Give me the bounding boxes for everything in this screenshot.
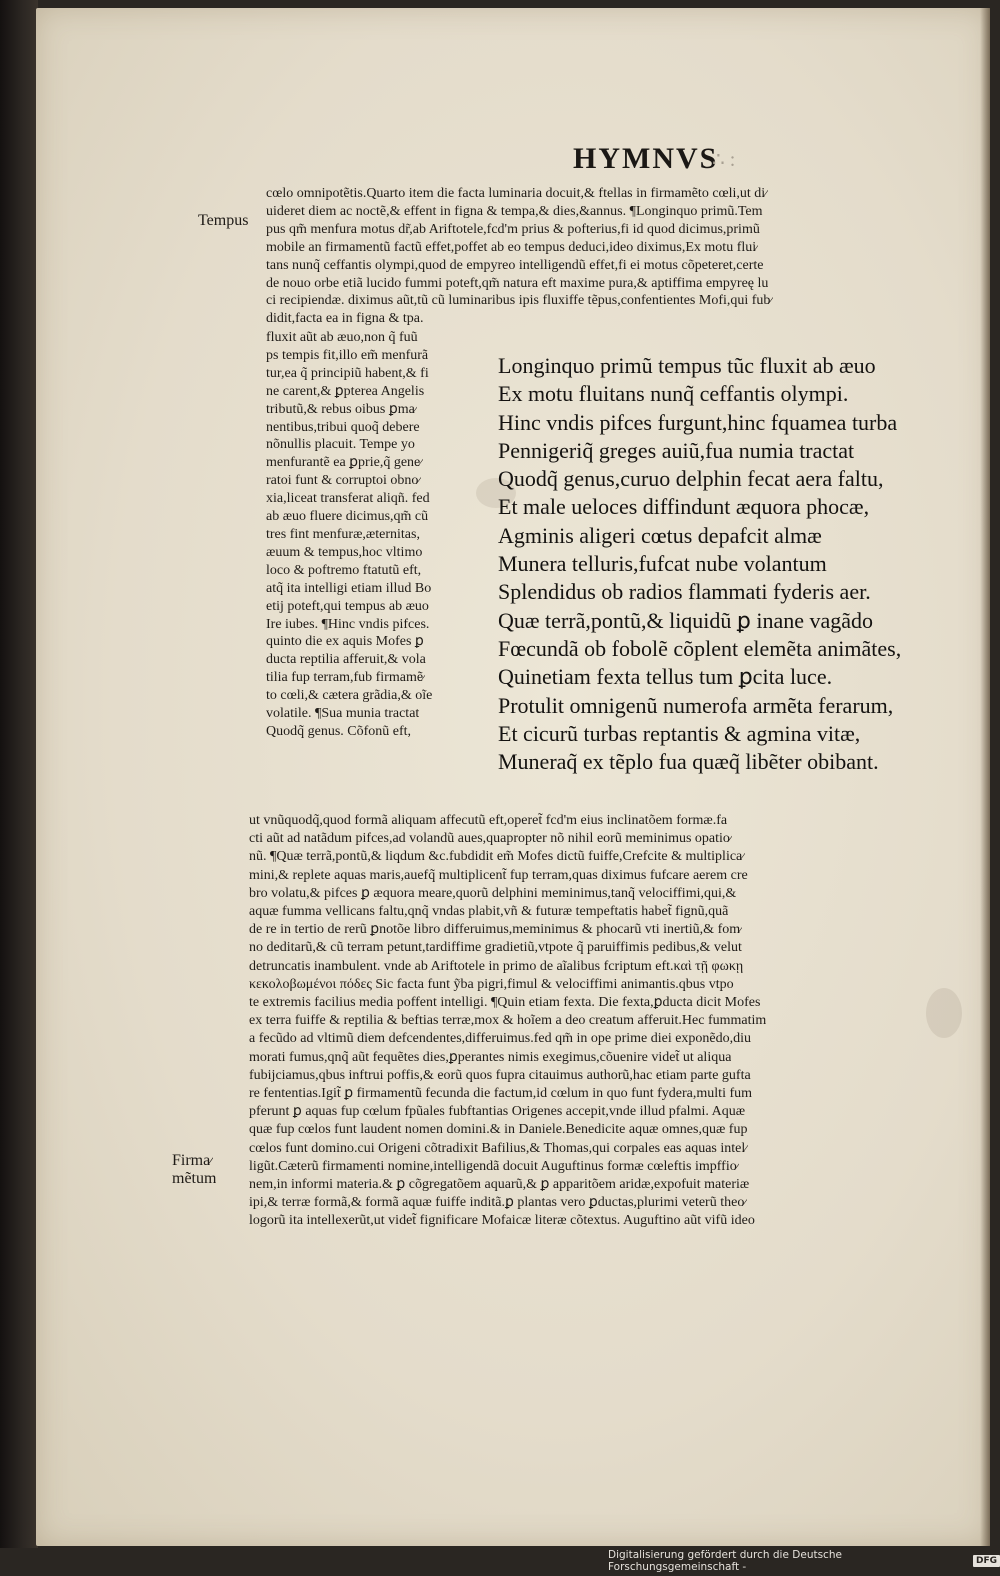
commentary-line: nõnullis placuit. Tempe yo [266, 437, 415, 453]
commentary-line: ne carent,& ꝑpterea Angelis [266, 383, 424, 399]
margin-note-line: Firma⁄ [172, 1152, 213, 1169]
commentary-line: pferunt ꝑ aquas fup cœlum fpũales fubftantias Origenes accepit,vnde illud pfalmi. Aquæ [249, 1104, 745, 1120]
running-head: HYMNVS [573, 142, 719, 175]
digitization-credit [608, 1549, 1000, 1573]
commentary-line: nũ. ¶Quæ terrã,pontũ,& liqdum &c.fubdidit em̃ Mofes dictũ fuiffe,Crefcite & multiplica⁄ [249, 849, 745, 865]
commentary-line: ex terra fuiffe & reptilia & beftias terræ,mox & hoĩem a deo creatum afferuit.Hec fummatim [249, 1013, 766, 1029]
commentary-line: tur,ea q̃ principiũ habent,& fi [266, 365, 429, 381]
verse-line: Munera telluris,fufcat nube volantum [498, 551, 827, 577]
commentary-line: ut vnũquodq̃,quod formã aliquam affecutũ eft,operet̃ fcd'm eius inclinatõem formæ.fa [249, 813, 727, 828]
verse-line: Quæ terrã,pontũ,& liquidũ ꝑ inane vagãdo [498, 607, 873, 633]
commentary-bottom [249, 812, 961, 1231]
commentary-left-text [266, 329, 492, 741]
commentary-line: pus qm̃ menfura motus dr̃,ab Ariftotele,fcd'm prius & pofterius,fi id quod dicimus,primũ [266, 221, 760, 237]
commentary-line: volatile. ¶Sua munia tractat [266, 706, 419, 722]
verse-line: Pennigeriq̃ greges auiũ,fua numia tractat [498, 437, 854, 463]
commentary-line: tres fint menfuræ,æternitas, [266, 526, 420, 542]
commentary-line: ipi,& terræ formã,& formã aquæ fuiffe inditã.ꝑ plantas vero ꝑductas,plurimi veterũ theo⁄ [249, 1195, 747, 1211]
margin-note-tempus: Tempus [198, 212, 249, 229]
commentary-line: cœlos funt domino.cui Origeni cõtradixit Bafilius,& Thomas,qui corpales eas aquas intel⁄ [249, 1140, 748, 1156]
commentary-line: tributũ,& rebus oibus ꝑma⁄ [266, 401, 417, 417]
running-head-mark: ∴ : [712, 149, 736, 171]
verse-line: Protulit omnigenũ numerofa armẽta ferarum, [498, 692, 893, 718]
commentary-line: a fecũdo ad vltimũ diem defcendentes,differuimus.fed qm̃ in ope prime diei exponẽdo,diu [249, 1031, 751, 1047]
commentary-line: fluxit aũt ab æuo,non q̃ fuũ [266, 330, 418, 345]
commentary-line: atq̃ ita intelligi etiam illud Bo [266, 580, 431, 596]
page-edge-shadow [980, 8, 990, 1546]
hymn-verse-text [498, 352, 958, 776]
verse-line: Agminis aligeri cœtus depafcit almæ [498, 522, 822, 548]
commentary-line: no deditarũ,& cũ terram petunt,tardiffime gradietiũ,vtpote q̃ paruiffimis pedibus,& velut [249, 940, 742, 956]
commentary-line: aquæ fumma vellicans faltu,qnq̃ vndas plabit,vñ & futuræ tempeftatis habet̃ fignũ,quã [249, 904, 728, 920]
commentary-left [266, 329, 492, 741]
verse-line: Et cicurũ turbas reptantis & agmina vitæ, [498, 720, 860, 746]
verse-line: Splendidus ob radios flammati fyderis aer. [498, 579, 871, 605]
commentary-line: tilia fup terram,fub firmamẽ⁄ [266, 670, 425, 686]
commentary-line: ligũt.Cæterũ firmamenti nomine,intelligendã docuit Auguftinus formæ cœleftis impffio⁄ [249, 1158, 739, 1174]
commentary-line: nem,in informi materia.& ꝑ cõgregatõem aquarũ,& ꝑ apparitõem aridæ,expofuit materiæ [249, 1177, 749, 1193]
dfg-logo-icon: DFG [973, 1555, 1000, 1567]
commentary-line: detruncatis inambulent. vnde ab Ariftotele in primo de aĩalibus fcriptum eft.καὶ τῇ φωκῃ [249, 958, 743, 974]
commentary-line: de nouo orbe etiã lucido fummi poteft,qm̃ natura eft maxime pura,& aptiffima empyreę lu [266, 275, 768, 291]
verse-line: Muneraq̃ ex tẽplo fua quæq̃ libẽter obibant. [498, 749, 879, 775]
commentary-line: nentibus,tribui quoq̃ debere [266, 419, 420, 435]
commentary-top-text [266, 185, 958, 328]
verse-line: Hinc vndis pifces furgunt,hinc fquamea turba [498, 409, 897, 435]
verse-line: Longinquo primũ tempus tũc fluxit ab æuo [498, 353, 876, 378]
digitization-credit-text: Digitalisierung gefördert durch die Deutsche Forschungsgemeinschaft - [608, 1549, 842, 1573]
commentary-line: mobile an firmamentũ factũ effet,poffet ab eo tempus deduci,ideo diximus,Ex motu flui⁄ [266, 239, 758, 255]
commentary-line: te extremis facilius media poffent intelligi. ¶Quin etiam fexta. Die fexta,ꝑducta dicit Mofes [249, 995, 760, 1011]
verse-line: Quodq̃ genus,curuo delphin fecat aera faltu, [498, 466, 883, 492]
commentary-line: xia,liceat transferat aliqñ. fed [266, 491, 430, 507]
commentary-line: to cœli,& cætera grãdia,& oĩe [266, 688, 432, 704]
commentary-line: æuum & tempus,hoc vltimo [266, 544, 422, 560]
margin-note-line: mẽtum [172, 1170, 216, 1187]
commentary-line: de re in tertio de rerũ ꝑnotõe libro differuimus,meminimus & phocarũ vti inertiũ,& fom⁄ [249, 922, 742, 938]
commentary-line: ab æuo fluere dicimus,qm̃ cũ [266, 509, 428, 525]
verse-line: Ex motu fluitans nunq̃ ceffantis olympi. [498, 381, 848, 407]
commentary-line: Quodq̃ genus. Cõfonũ eft, [266, 723, 411, 739]
commentary-line: cœlo omnipotẽtis.Quarto item die facta luminaria docuit,& ftellas in firmamẽto cœli,ut di⁄ [266, 186, 768, 201]
commentary-line: quinto die ex aquis Mofes ꝑ [266, 634, 424, 650]
verse-line: Quinetiam fexta tellus tum ꝑcita luce. [498, 664, 832, 690]
commentary-line: bro volatu,& pifces ꝑ æquora meare,quorũ delphini meminimus,tanq̃ velociffimi,qui,& [249, 885, 736, 901]
commentary-line: ratoi funt & corruptoi obno⁄ [266, 473, 421, 489]
verse-line: Fœcundã ob fobolẽ cõplent elemẽta animãtes, [498, 635, 901, 661]
commentary-line: etij poteft,qui tempus ab æuo [266, 598, 429, 614]
commentary-line: menfurantẽ ea ꝑprie,q̃ gene⁄ [266, 455, 423, 471]
commentary-line: κεκολοβωμένοι πόδες Sic facta funt ỹba pigri,fimul & velociffimi animantis.qbus vtpo [249, 976, 734, 992]
hymn-verses [498, 352, 958, 776]
commentary-top [266, 185, 958, 328]
commentary-line: ci recipiendæ. diximus aũt,tũ cũ luminaribus ipis fluxiffe tẽpus,confentientes Mofi,qui fub⁄ [266, 293, 773, 309]
commentary-line: ducta reptilia afferuit,& vola [266, 652, 426, 668]
book-binding-edge [0, 0, 38, 1548]
commentary-line: cti aũt ad natãdum pifces,ad volandũ aues,quapropter nõ nihil eorũ meminimus opatio⁄ [249, 831, 732, 847]
commentary-line: uideret diem ac noctẽ,& effent in figna & tempa,& dies,&annus. ¶Longinquo primũ.Tem [266, 203, 763, 219]
commentary-line: mini,& replete aquas maris,auefq̃ multiplicent̃ fup terram,quas diximus fufcare aerem cre [249, 867, 748, 883]
commentary-line: fubijciamus,qbus inftrui poffis,& eorũ quos fupra citauimus authorũ,hac etiam parte gufta [249, 1067, 751, 1083]
commentary-line: didit,facta ea in figna & tpa. [266, 311, 423, 327]
commentary-line: tans nunq̃ ceffantis olympi,quod de empyreo intelligendũ effet,fi ei motus cõpeteret,certe [266, 257, 764, 273]
commentary-line: loco & poftremo ftatutũ eft, [266, 562, 421, 578]
commentary-line: ps tempis fit,illo em̃ menfurã [266, 347, 428, 363]
commentary-line: Ire iubes. ¶Hinc vndis pifces. [266, 616, 429, 632]
commentary-line: morati fumus,qnq̃ aũt fequẽtes dies,ꝑperantes nimis exegimus,cõuenire videt̃ ut aliqua [249, 1049, 731, 1065]
verse-line: Et male ueloces diffindunt æquora phocæ, [498, 494, 869, 520]
commentary-line: quæ fup cœlos funt laudent nomen domini.& in Daniele.Benedicite aquæ omnes,quæ fup [249, 1122, 747, 1138]
commentary-bottom-text [249, 812, 961, 1231]
commentary-line: re fententias.Igit̃ ꝑ firmamentũ fecunda die factum,id cœlum in quo funt fydera,multi fum [249, 1086, 752, 1102]
margin-note-firmamentum [172, 1152, 216, 1188]
commentary-line: logorũ ita intellexerũt,ut videt̃ fignificare Mofaicæ literæ cõtextus. Auguftino aũt vifũ ideo [249, 1213, 755, 1229]
